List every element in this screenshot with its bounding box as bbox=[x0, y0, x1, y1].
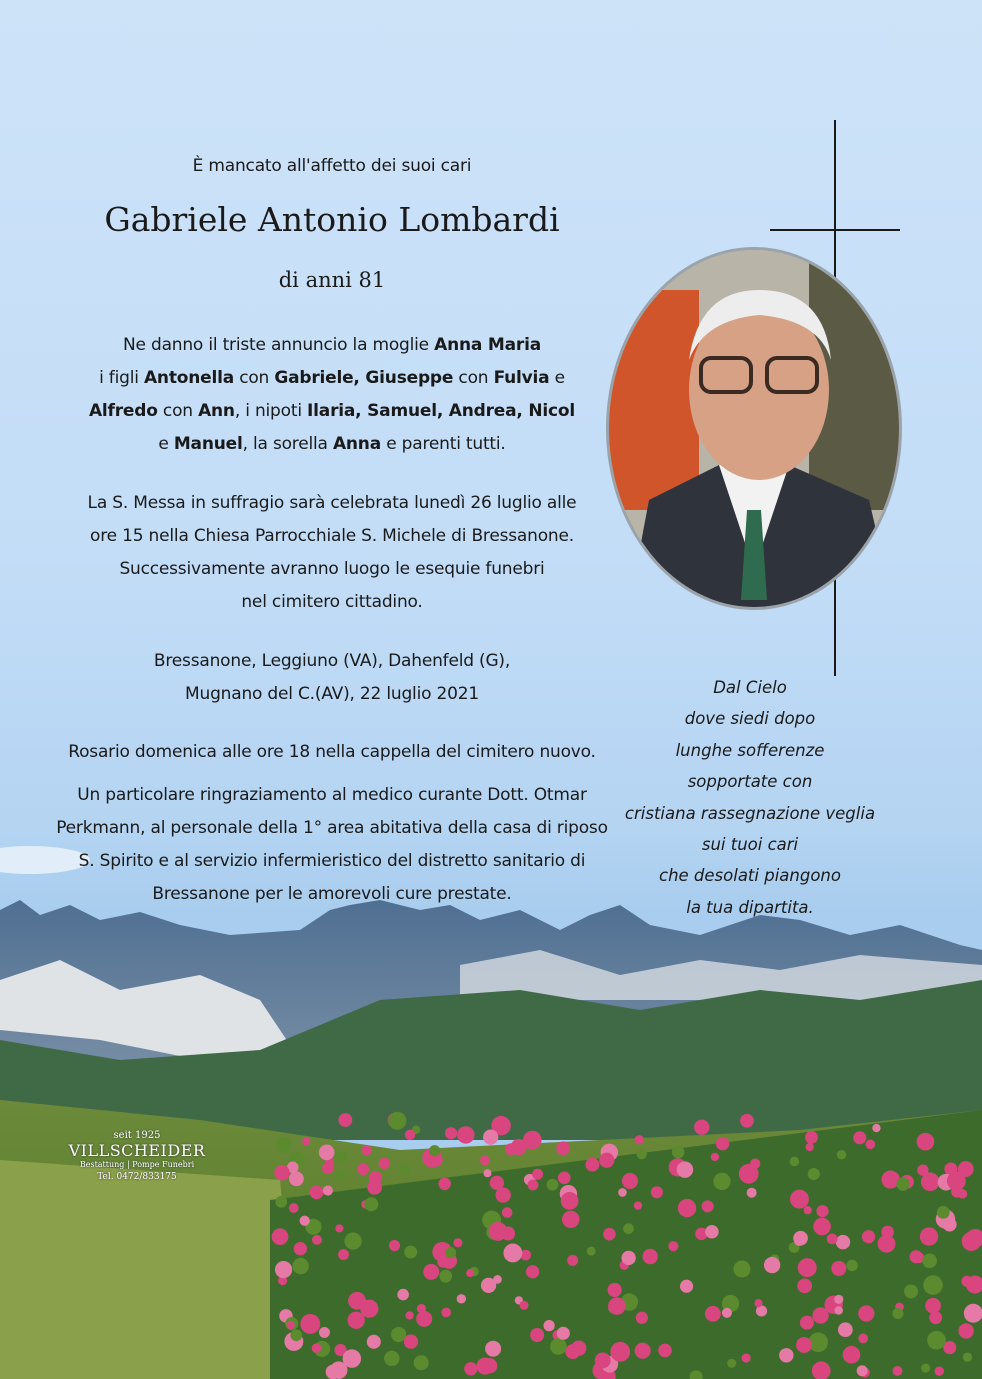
flower-mark bbox=[634, 1201, 642, 1209]
announcement-text: e parenti tutti. bbox=[381, 434, 506, 454]
flower-mark bbox=[391, 1327, 406, 1342]
flower-mark bbox=[547, 1179, 559, 1191]
flower-mark bbox=[502, 1207, 513, 1218]
flower-mark bbox=[836, 1235, 850, 1249]
logo-phone: Tel. 0472/833175 bbox=[97, 1172, 177, 1182]
flower-mark bbox=[489, 1222, 508, 1241]
announcement-text: e bbox=[549, 368, 565, 388]
age-text: di anni 81 bbox=[278, 268, 386, 292]
mass-line: La S. Messa in suffragio sarà celebrata lunedì 26 luglio alle bbox=[87, 493, 577, 513]
flower-mark bbox=[483, 1169, 491, 1177]
flower-mark bbox=[302, 1137, 310, 1145]
deceased-name: Gabriele Antonio Lombardi bbox=[104, 200, 560, 239]
flower-mark bbox=[399, 1164, 410, 1175]
flower-mark bbox=[857, 1365, 868, 1376]
flower-mark bbox=[963, 1352, 972, 1361]
poem-line: dove siedi dopo bbox=[684, 709, 816, 729]
mass-line: ore 15 nella Chiesa Parrocchiale S. Michele di Bressanone. bbox=[90, 526, 574, 546]
flower-mark bbox=[764, 1257, 780, 1273]
flower-mark bbox=[727, 1359, 736, 1368]
flower-mark bbox=[935, 1366, 944, 1375]
place-date-line: Bressanone, Leggiuno (VA), Dahenfeld (G), bbox=[153, 651, 511, 671]
flower-mark bbox=[798, 1258, 817, 1277]
family-member-name: Manuel bbox=[173, 434, 243, 454]
flower-mark bbox=[338, 1113, 352, 1127]
flower-mark bbox=[571, 1341, 586, 1356]
flower-mark bbox=[862, 1230, 875, 1243]
flower-mark bbox=[964, 1304, 982, 1323]
flower-mark bbox=[816, 1205, 828, 1217]
flower-mark bbox=[872, 1124, 880, 1132]
announcement-text: , i nipoti bbox=[234, 401, 308, 421]
flower-mark bbox=[323, 1186, 333, 1196]
flower-mark bbox=[843, 1346, 861, 1364]
flower-mark bbox=[335, 1150, 348, 1163]
flower-mark bbox=[384, 1351, 399, 1366]
flower-mark bbox=[477, 1358, 494, 1375]
flower-mark bbox=[892, 1308, 903, 1319]
flower-mark bbox=[404, 1334, 418, 1348]
flower-mark bbox=[858, 1334, 868, 1344]
mass-line: Successivamente avranno luogo le esequie funebri bbox=[119, 559, 545, 579]
flower-mark bbox=[958, 1161, 974, 1177]
flower-mark bbox=[439, 1270, 452, 1283]
flower-mark bbox=[881, 1226, 894, 1239]
flower-mark bbox=[621, 1251, 635, 1265]
flower-mark bbox=[445, 1127, 457, 1139]
flower-mark bbox=[917, 1165, 928, 1176]
flower-mark bbox=[603, 1228, 616, 1241]
flower-mark bbox=[917, 1133, 935, 1151]
flower-mark bbox=[827, 1233, 838, 1244]
flower-mark bbox=[866, 1140, 876, 1150]
flower-mark bbox=[557, 1327, 570, 1340]
flower-mark bbox=[335, 1224, 343, 1232]
flower-mark bbox=[790, 1190, 809, 1209]
flower-mark bbox=[858, 1305, 874, 1321]
flower-mark bbox=[800, 1316, 814, 1330]
family-member-name: Ann bbox=[198, 401, 235, 421]
flower-mark bbox=[962, 1232, 981, 1251]
flower-mark bbox=[838, 1322, 853, 1337]
poem-line: sui tuoi cari bbox=[701, 835, 799, 855]
poem-line: la tua dipartita. bbox=[686, 897, 814, 917]
flower-mark bbox=[319, 1145, 335, 1161]
flower-mark bbox=[453, 1238, 462, 1247]
flower-mark bbox=[927, 1331, 946, 1350]
flower-mark bbox=[275, 1196, 287, 1208]
flower-mark bbox=[740, 1114, 754, 1128]
flower-mark bbox=[532, 1169, 543, 1180]
announcement-text: con bbox=[453, 368, 494, 388]
flower-mark bbox=[961, 1276, 972, 1287]
flower-mark bbox=[397, 1289, 409, 1301]
poem-line: che desolati piangono bbox=[659, 866, 841, 886]
flower-mark bbox=[416, 1311, 432, 1327]
flower-mark bbox=[804, 1206, 812, 1214]
flower-mark bbox=[495, 1187, 510, 1202]
thanks-line: Un particolare ringraziamento al medico curante Dott. Otmar bbox=[77, 785, 587, 805]
thanks-line: Perkmann, al personale della 1° area abitativa della casa di riposo bbox=[56, 818, 608, 838]
place-date bbox=[82, 645, 582, 711]
flower-mark bbox=[485, 1341, 501, 1357]
logo-name: VILLSCHEIDER bbox=[68, 1141, 206, 1160]
poem-line: lunghe sofferenze bbox=[675, 740, 825, 760]
announcement-text: , la sorella bbox=[242, 434, 333, 454]
flower-mark bbox=[920, 1227, 938, 1245]
flower-mark bbox=[289, 1203, 299, 1213]
flower-mark bbox=[834, 1306, 842, 1314]
flower-mark bbox=[922, 1253, 937, 1268]
place-date-line: Mugnano del C.(AV), 22 luglio 2021 bbox=[185, 684, 479, 704]
family-member-name: Ilaria, Samuel, Andrea, Nicol bbox=[307, 401, 576, 421]
announcement-text: i figli bbox=[99, 368, 144, 388]
flower-mark bbox=[806, 1143, 814, 1151]
flower-mark bbox=[608, 1297, 626, 1315]
flower-mark bbox=[466, 1269, 474, 1277]
family-member-name: Anna Maria bbox=[434, 335, 541, 355]
flower-mark bbox=[622, 1173, 638, 1189]
flower-mark bbox=[290, 1329, 302, 1341]
flower-mark bbox=[556, 1141, 570, 1155]
flower-mark bbox=[702, 1200, 714, 1212]
flower-mark bbox=[441, 1308, 451, 1318]
flower-mark bbox=[587, 1247, 596, 1256]
flower-mark bbox=[274, 1165, 289, 1180]
flower-mark bbox=[734, 1261, 751, 1278]
announcement-line bbox=[82, 395, 582, 428]
flower-mark bbox=[595, 1352, 611, 1368]
flower-mark bbox=[550, 1338, 567, 1355]
flower-mark bbox=[808, 1168, 820, 1180]
flower-mark bbox=[705, 1306, 721, 1322]
flower-mark bbox=[677, 1161, 694, 1178]
flower-mark bbox=[747, 1188, 757, 1198]
flower-mark bbox=[678, 1199, 696, 1217]
announcement-line bbox=[82, 428, 582, 461]
flower-mark bbox=[794, 1235, 805, 1246]
flower-mark bbox=[480, 1156, 490, 1166]
flower-mark bbox=[319, 1327, 330, 1338]
flower-mark bbox=[300, 1314, 320, 1334]
flower-mark bbox=[389, 1240, 400, 1251]
flower-mark bbox=[292, 1258, 308, 1274]
flower-mark bbox=[694, 1120, 709, 1135]
flower-mark bbox=[635, 1135, 644, 1144]
flower-mark bbox=[562, 1211, 579, 1228]
flower-mark bbox=[853, 1131, 866, 1144]
flower-mark bbox=[503, 1244, 522, 1263]
flower-mark bbox=[405, 1311, 413, 1319]
flower-mark bbox=[608, 1283, 622, 1297]
flower-mark bbox=[834, 1295, 843, 1304]
flower-mark bbox=[893, 1366, 903, 1376]
flower-mark bbox=[530, 1328, 544, 1342]
flower-mark bbox=[526, 1265, 539, 1278]
family-member-name: Gabriele, Giuseppe bbox=[274, 368, 454, 388]
family-member-name: Alfredo bbox=[88, 401, 158, 421]
family-announcement bbox=[82, 329, 582, 461]
logo-subtitle: Bestattung | Pompe Funebri bbox=[79, 1160, 195, 1169]
flower-mark bbox=[837, 1150, 846, 1159]
thanks-line: S. Spirito e al servizio infermieristico del distretto sanitario di bbox=[78, 851, 586, 871]
flower-mark bbox=[561, 1192, 579, 1210]
poem-line: Dal Cielo bbox=[713, 678, 787, 697]
family-member-name: Antonella bbox=[143, 368, 234, 388]
flower-mark bbox=[343, 1349, 361, 1367]
flower-mark bbox=[925, 1298, 941, 1314]
flower-mark bbox=[958, 1189, 967, 1198]
flower-mark bbox=[367, 1180, 382, 1195]
announcement-line bbox=[82, 329, 582, 362]
logo-since: seit 1925 bbox=[113, 1130, 161, 1141]
flower-mark bbox=[483, 1130, 498, 1145]
flower-mark bbox=[388, 1112, 406, 1130]
flower-mark bbox=[623, 1223, 634, 1234]
flower-mark bbox=[312, 1235, 322, 1245]
flower-mark bbox=[511, 1139, 527, 1155]
flower-mark bbox=[796, 1337, 812, 1353]
flower-mark bbox=[567, 1255, 578, 1266]
flower-mark bbox=[558, 1171, 571, 1184]
flower-mark bbox=[658, 1344, 672, 1358]
flower-mark bbox=[585, 1158, 599, 1172]
thanks-line: Bressanone per le amorevoli cure prestate. bbox=[152, 884, 512, 904]
flower-mark bbox=[599, 1153, 614, 1168]
flower-mark bbox=[300, 1216, 310, 1226]
flower-mark bbox=[680, 1280, 693, 1293]
family-member-name: Fulvia bbox=[493, 368, 550, 388]
flower-mark bbox=[672, 1146, 685, 1159]
announcement-text: con bbox=[157, 401, 199, 421]
flower-mark bbox=[379, 1158, 390, 1169]
family-member-name: Anna bbox=[332, 434, 381, 454]
flower-mark bbox=[423, 1264, 439, 1280]
flower-mark bbox=[610, 1342, 630, 1362]
mass-line: nel cimitero cittadino. bbox=[241, 592, 423, 612]
announcement-text: e bbox=[158, 434, 174, 454]
portrait-photo bbox=[606, 247, 902, 610]
flower-mark bbox=[438, 1178, 450, 1190]
flower-mark bbox=[805, 1131, 818, 1144]
flower-mark bbox=[637, 1149, 647, 1159]
poem-line: cristiana rassegnazione veglia bbox=[624, 803, 876, 823]
flower-mark bbox=[289, 1171, 304, 1186]
flower-mark bbox=[929, 1311, 942, 1324]
flower-mark bbox=[754, 1299, 762, 1307]
flower-mark bbox=[287, 1321, 295, 1329]
flower-mark bbox=[713, 1173, 730, 1190]
flower-mark bbox=[272, 1228, 289, 1245]
flower-mark bbox=[312, 1343, 322, 1353]
flower-mark bbox=[739, 1164, 759, 1184]
flower-mark bbox=[943, 1218, 957, 1232]
flower-mark bbox=[668, 1241, 678, 1251]
flower-mark bbox=[276, 1137, 292, 1153]
flower-mark bbox=[464, 1362, 477, 1375]
thanks-text bbox=[52, 779, 612, 911]
poem-line: sopportate con bbox=[687, 772, 813, 792]
flower-mark bbox=[543, 1320, 554, 1331]
mass-info bbox=[82, 487, 582, 619]
flower-mark bbox=[618, 1188, 627, 1197]
flower-mark bbox=[294, 1242, 307, 1255]
poem bbox=[600, 672, 900, 923]
flower-mark bbox=[779, 1348, 793, 1362]
flower-mark bbox=[519, 1301, 528, 1310]
flower-mark bbox=[711, 1153, 719, 1161]
flower-mark bbox=[846, 1260, 858, 1272]
flower-mark bbox=[310, 1185, 324, 1199]
flower-mark bbox=[344, 1232, 361, 1249]
flower-mark bbox=[348, 1312, 365, 1329]
flower-mark bbox=[362, 1145, 372, 1155]
flower-mark bbox=[790, 1157, 800, 1167]
flower-mark bbox=[429, 1145, 440, 1156]
flower-mark bbox=[457, 1294, 466, 1303]
flower-mark bbox=[705, 1225, 719, 1239]
flower-mark bbox=[367, 1335, 381, 1349]
flower-mark bbox=[414, 1355, 429, 1370]
flower-mark bbox=[481, 1278, 496, 1293]
flower-mark bbox=[742, 1353, 751, 1362]
flower-mark bbox=[405, 1130, 415, 1140]
flower-mark bbox=[921, 1363, 930, 1372]
flower-mark bbox=[527, 1179, 538, 1190]
flower-mark bbox=[642, 1249, 657, 1264]
flower-mark bbox=[338, 1249, 349, 1260]
announcement-text: con bbox=[234, 368, 275, 388]
flower-mark bbox=[904, 1284, 918, 1298]
flower-mark bbox=[275, 1261, 292, 1278]
funeral-home-logo bbox=[62, 1130, 212, 1182]
intro-text: È mancato all'affetto dei suoi cari bbox=[192, 156, 472, 176]
flower-mark bbox=[651, 1186, 663, 1198]
flower-mark bbox=[357, 1163, 369, 1175]
flower-mark bbox=[896, 1177, 909, 1190]
flower-mark bbox=[722, 1308, 732, 1318]
flower-mark bbox=[958, 1323, 973, 1338]
announcement-line bbox=[82, 362, 582, 395]
flower-mark bbox=[404, 1246, 417, 1259]
flower-mark bbox=[813, 1218, 831, 1236]
rosary-info: Rosario domenica alle ore 18 nella cappella del cimitero nuovo. bbox=[68, 742, 596, 762]
flower-mark bbox=[364, 1197, 378, 1211]
flower-mark bbox=[923, 1275, 943, 1295]
flower-mark bbox=[445, 1247, 456, 1258]
flower-mark bbox=[797, 1279, 812, 1294]
flower-mark bbox=[812, 1307, 828, 1323]
flower-mark bbox=[716, 1137, 729, 1150]
flower-mark bbox=[457, 1126, 474, 1143]
flower-mark bbox=[636, 1312, 648, 1324]
flower-mark bbox=[831, 1261, 846, 1276]
flower-mark bbox=[336, 1170, 346, 1180]
flower-mark bbox=[937, 1206, 950, 1219]
flower-mark bbox=[348, 1292, 366, 1310]
announcement-text: Ne danno il triste annuncio la moglie bbox=[123, 335, 435, 355]
flower-mark bbox=[635, 1343, 651, 1359]
